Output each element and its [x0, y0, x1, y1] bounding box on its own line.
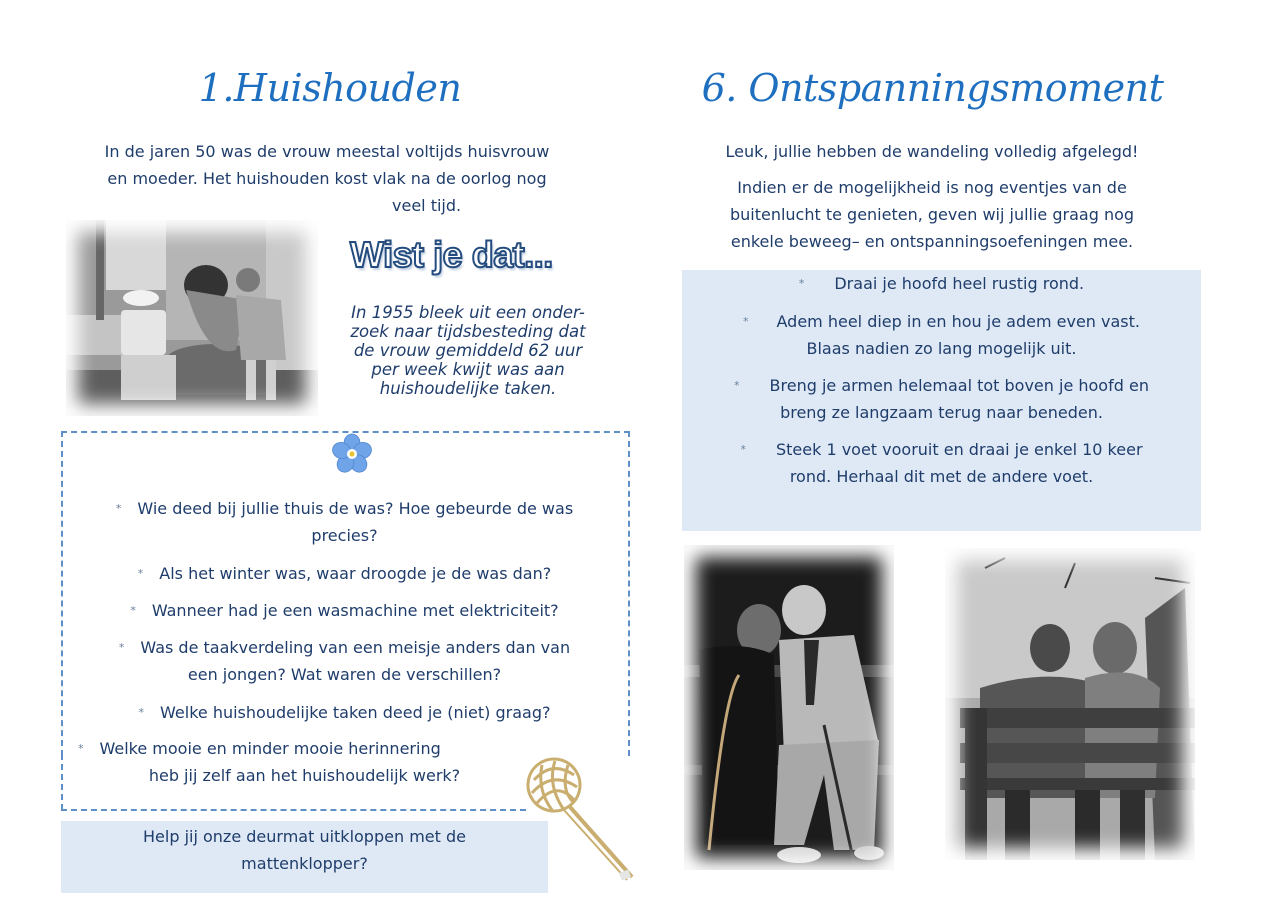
- question-text: Welke mooie en minder mooie herinnering: [99, 739, 441, 758]
- bullet-asterisk-icon: *: [137, 567, 144, 580]
- exercise-item: [682, 270, 1201, 297]
- question-text: Wanneer had je een wasmachine met elektriciteit?: [151, 601, 559, 620]
- activity-line: Help jij onze deurmat uitkloppen met de: [143, 827, 466, 846]
- activity-line: mattenklopper?: [241, 854, 368, 873]
- fact-line: huishoudelijke taken.: [379, 379, 557, 398]
- section-title-huishouden: 1.Huishouden: [198, 66, 462, 110]
- exercise-item: [682, 436, 1201, 490]
- fact-line: zoek naar tijdsbesteding dat: [350, 322, 586, 341]
- paragraph-ontspanning: [682, 174, 1182, 255]
- bullet-asterisk-icon: *: [798, 277, 805, 290]
- intro-line: In de jaren 50 was de vrouw meestal voltijds huisvrouw: [104, 142, 550, 161]
- bullet-asterisk-icon: *: [78, 742, 84, 755]
- elderly-couple-bench-photo: [684, 545, 894, 870]
- question-item: [62, 735, 547, 789]
- bullet-asterisk-icon: *: [743, 315, 749, 328]
- paragraph-line: enkele beweeg– en ontspanningsoefeningen mee.: [730, 232, 1134, 251]
- exercise-item: [682, 372, 1201, 426]
- question-text: Was de taakverdeling van een meisje anders dan van: [140, 638, 571, 657]
- fact-line: de vrouw gemiddeld 62 uur: [353, 341, 583, 360]
- activity-box: [61, 821, 548, 893]
- bullet-asterisk-icon: *: [118, 641, 125, 654]
- bullet-asterisk-icon: *: [138, 706, 145, 719]
- fact-line: In 1955 bleek uit een onder-: [351, 303, 585, 322]
- question-item: [62, 495, 627, 549]
- section-title-ontspanningsmoment: 6. Ontspanningsmoment: [701, 66, 1164, 110]
- exercises-box: [682, 270, 1201, 531]
- question-item: [62, 634, 627, 688]
- forget-me-not-flower-icon: [331, 433, 373, 475]
- wist-je-dat-heading: Wist je dat...: [350, 234, 553, 275]
- question-text: Als het winter was, waar droogde je de was dan?: [159, 564, 552, 583]
- exercise-item: [682, 308, 1201, 362]
- exercise-text: Draai je hoofd heel rustig rond.: [834, 274, 1085, 293]
- question-text-cont: precies?: [311, 526, 378, 545]
- question-text-cont: een jongen? Wat waren de verschillen?: [187, 665, 502, 684]
- laundry-photo-illustration: [66, 220, 318, 416]
- exercise-text-cont: breng ze langzaam terug naar beneden.: [780, 403, 1103, 422]
- bullet-asterisk-icon: *: [740, 443, 746, 456]
- bullet-asterisk-icon: *: [734, 379, 740, 392]
- questions-box-bottom-border: [61, 809, 526, 811]
- intro-line: veel tijd.: [392, 196, 462, 215]
- exercise-text: Adem heel diep in en hou je adem even vast.: [776, 312, 1140, 331]
- intro-ontspanning: Leuk, jullie hebben de wandeling volledig afgelegd!: [725, 142, 1139, 161]
- question-text-cont: heb jij zelf aan het huishoudelijk werk?: [148, 766, 461, 785]
- bullet-asterisk-icon: *: [130, 604, 136, 617]
- intro-huishouden: [62, 138, 592, 219]
- question-item: [62, 597, 627, 624]
- question-text: Welke huishoudelijke taken deed je (niet) graag?: [160, 703, 551, 722]
- exercise-text: Breng je armen helemaal tot boven je hoofd en: [769, 376, 1149, 395]
- exercise-text-cont: rond. Herhaal dit met de andere voet.: [789, 467, 1094, 486]
- exercise-text: Steek 1 voet vooruit en draai je enkel 10 keer: [775, 440, 1143, 459]
- fact-line: per week kwijt was aan: [371, 360, 565, 379]
- couple-from-behind-bench-photo: [945, 548, 1195, 860]
- exercise-text-cont: Blaas nadien zo lang mogelijk uit.: [806, 339, 1077, 358]
- questions-list: [62, 495, 627, 795]
- question-item: [62, 560, 627, 587]
- question-item: [62, 699, 627, 726]
- intro-line: en moeder. Het huishouden kost vlak na de oorlog nog: [107, 169, 547, 188]
- question-text: Wie deed bij jullie thuis de was? Hoe gebeurde de was: [137, 499, 574, 518]
- laundry-photo: [66, 220, 318, 416]
- bullet-asterisk-icon: *: [115, 502, 122, 515]
- paragraph-line: buitenlucht te genieten, geven wij jullie graag nog: [729, 205, 1135, 224]
- carpet-beater-image: [522, 755, 642, 885]
- paragraph-line: Indien er de mogelijkheid is nog eventjes van de: [737, 178, 1127, 197]
- wist-je-dat-fact: [328, 303, 608, 398]
